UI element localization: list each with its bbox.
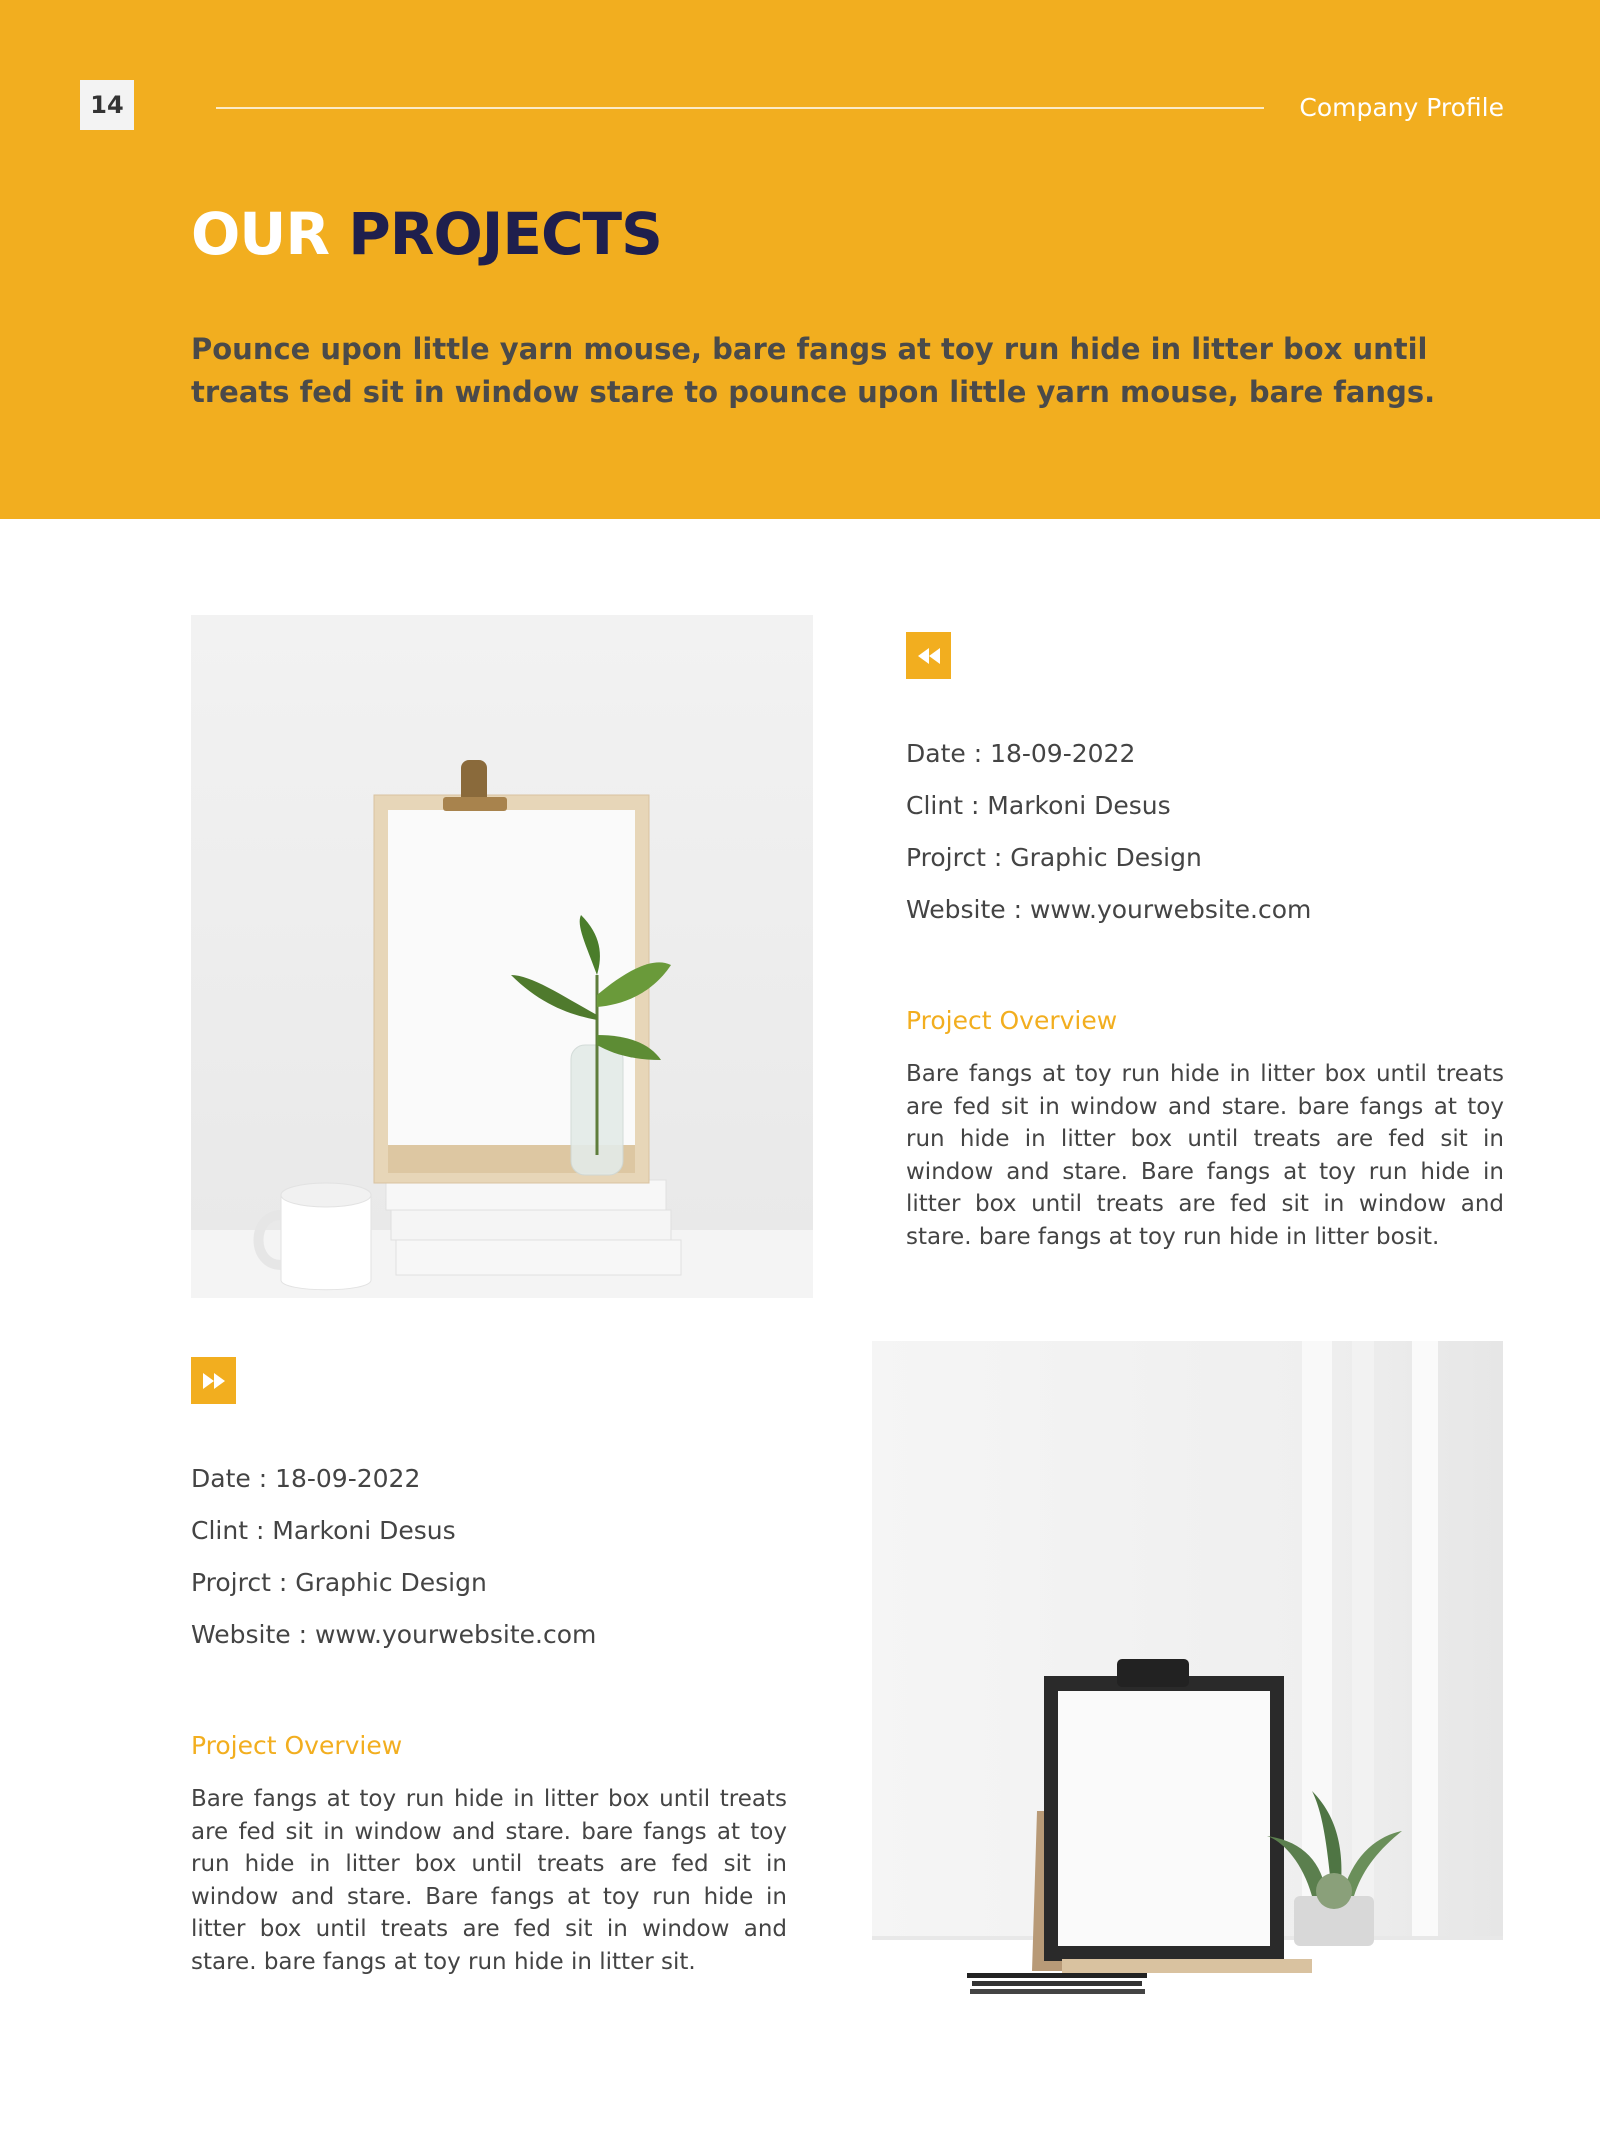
project-2-overview-title: Project Overview [191,1731,403,1760]
intro-text: Pounce upon little yarn mouse, bare fangs at toy run hide in litter box until treats fed sit in window stare to pounce upon little yarn mouse, bare fangs. [191,332,1436,409]
page-title [191,200,662,270]
project-1-details [906,734,1311,942]
project-1-website: Website : www.yourwebsite.com [906,895,1312,924]
project-2-type: Projrct : Graphic Design [191,1568,487,1597]
project-2-overview-text: Bare fangs at toy run hide in litter box until treats are fed sit in window and stare. bare fangs at toy run hide in litter box until treats are fed sit in window and stare. Bare fangs at toy run hide in litter box until treats are fed sit in window and stare. bare fangs at toy run hide in litter sit. [191,1786,787,1975]
page-number: 14 [80,80,134,130]
project-2-date: Date : 18-09-2022 [191,1464,421,1493]
project-2-details [191,1459,596,1667]
project-1-overview-title: Project Overview [906,1006,1118,1035]
header-banner [0,0,1600,519]
fast-forward-icon[interactable] [191,1357,236,1404]
project-2-website: Website : www.yourwebsite.com [191,1620,597,1649]
project-2-client: Clint : Markoni Desus [191,1516,456,1545]
title-word-projects: PROJECTS [348,200,662,268]
section-label: Company Profile [1299,93,1504,122]
project-1-photo [191,615,813,1298]
project-1-date: Date : 18-09-2022 [906,739,1136,768]
rewind-icon[interactable] [906,632,951,679]
title-word-our: OUR [191,200,330,268]
project-2-photo [872,1341,1503,2023]
project-1-type: Projrct : Graphic Design [906,843,1202,872]
project-1-client: Clint : Markoni Desus [906,791,1171,820]
project-1-overview-text: Bare fangs at toy run hide in litter box until treats are fed sit in window and stare. bare fangs at toy run hide in litter box until treats are fed sit in window and stare. Bare fangs at toy run hide in litter box until treats are fed sit in window and stare. bare fangs at toy run hide in litter bosit. [906,1061,1504,1250]
header-divider [216,107,1264,109]
